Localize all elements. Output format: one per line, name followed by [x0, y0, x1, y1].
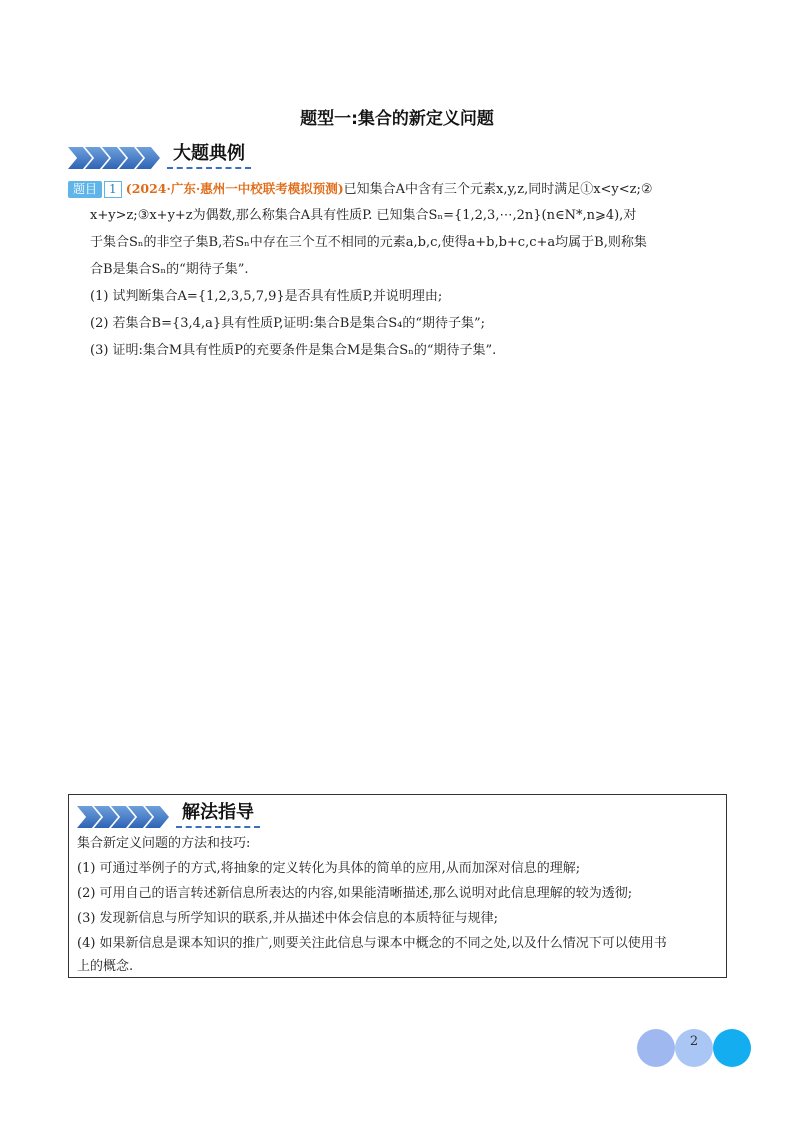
chevron-arrows-icon — [68, 147, 153, 169]
guide-line: (2) 可用自己的语言转述新信息所表达的内容,如果能清晰描述,那么说明对此信息理解的较为透彻; — [77, 886, 633, 901]
chevron-arrows-icon — [77, 806, 162, 828]
page-title: 题型一:集合的新定义问题 — [300, 109, 494, 129]
question-text-line: 于集合Sₙ的非空子集B,若Sₙ中存在三个互不相同的元素a,b,c,使得a+b,b+c,c+a均属于B,则称集 — [90, 235, 647, 250]
guide-line: (3) 发现新信息与所学知识的联系,并从描述中体会信息的本质特征与规律; — [77, 911, 499, 926]
guide-line: (4) 如果新信息是课本知识的推广,则要关注此信息与课本中概念的不同之处,以及什么情况下可以使用书 — [77, 936, 667, 951]
page-number: 2 — [689, 1034, 699, 1049]
question-part: (3) 证明:集合M具有性质P的充要条件是集合M是集合Sₙ的“期待子集”. — [90, 343, 497, 358]
question-number: 1 — [104, 181, 122, 198]
section-header-guide — [77, 802, 260, 828]
guide-line: 集合新定义问题的方法和技巧: — [77, 836, 251, 851]
section-header-examples — [68, 143, 251, 169]
guide-line: (1) 可通过举例子的方式,将抽象的定义转化为具体的简单的应用,从而加深对信息的理解; — [77, 861, 581, 876]
question-first-line — [68, 177, 728, 202]
section-label: 解法指导 — [176, 802, 260, 828]
page-circle-left — [637, 1029, 675, 1067]
question-text-line: 已知集合A中含有三个元素x,y,z,同时满足①x<y<z;② — [343, 182, 653, 197]
question-part: (2) 若集合B={3,4,a}具有性质P,证明:集合B是集合S₄的“期待子集”; — [90, 316, 486, 331]
guide-line: 上的概念. — [77, 959, 134, 974]
page-circle-right — [713, 1029, 751, 1067]
question-source: (2024·广东·惠州一中校联考模拟预测) — [125, 181, 344, 196]
question-tag: 题目 — [68, 181, 102, 198]
question-part: (1) 试判断集合A={1,2,3,5,7,9}是否具有性质P,并说明理由; — [90, 289, 443, 304]
question-text-line: 合B是集合Sₙ的“期待子集”. — [90, 262, 249, 277]
question-text-line: x+y>z;③x+y+z为偶数,那么称集合A具有性质P. 已知集合Sₙ={1,2,3,⋯,2n}(n∈N*,n⩾4),对 — [90, 208, 637, 223]
section-label: 大题典例 — [167, 143, 251, 169]
